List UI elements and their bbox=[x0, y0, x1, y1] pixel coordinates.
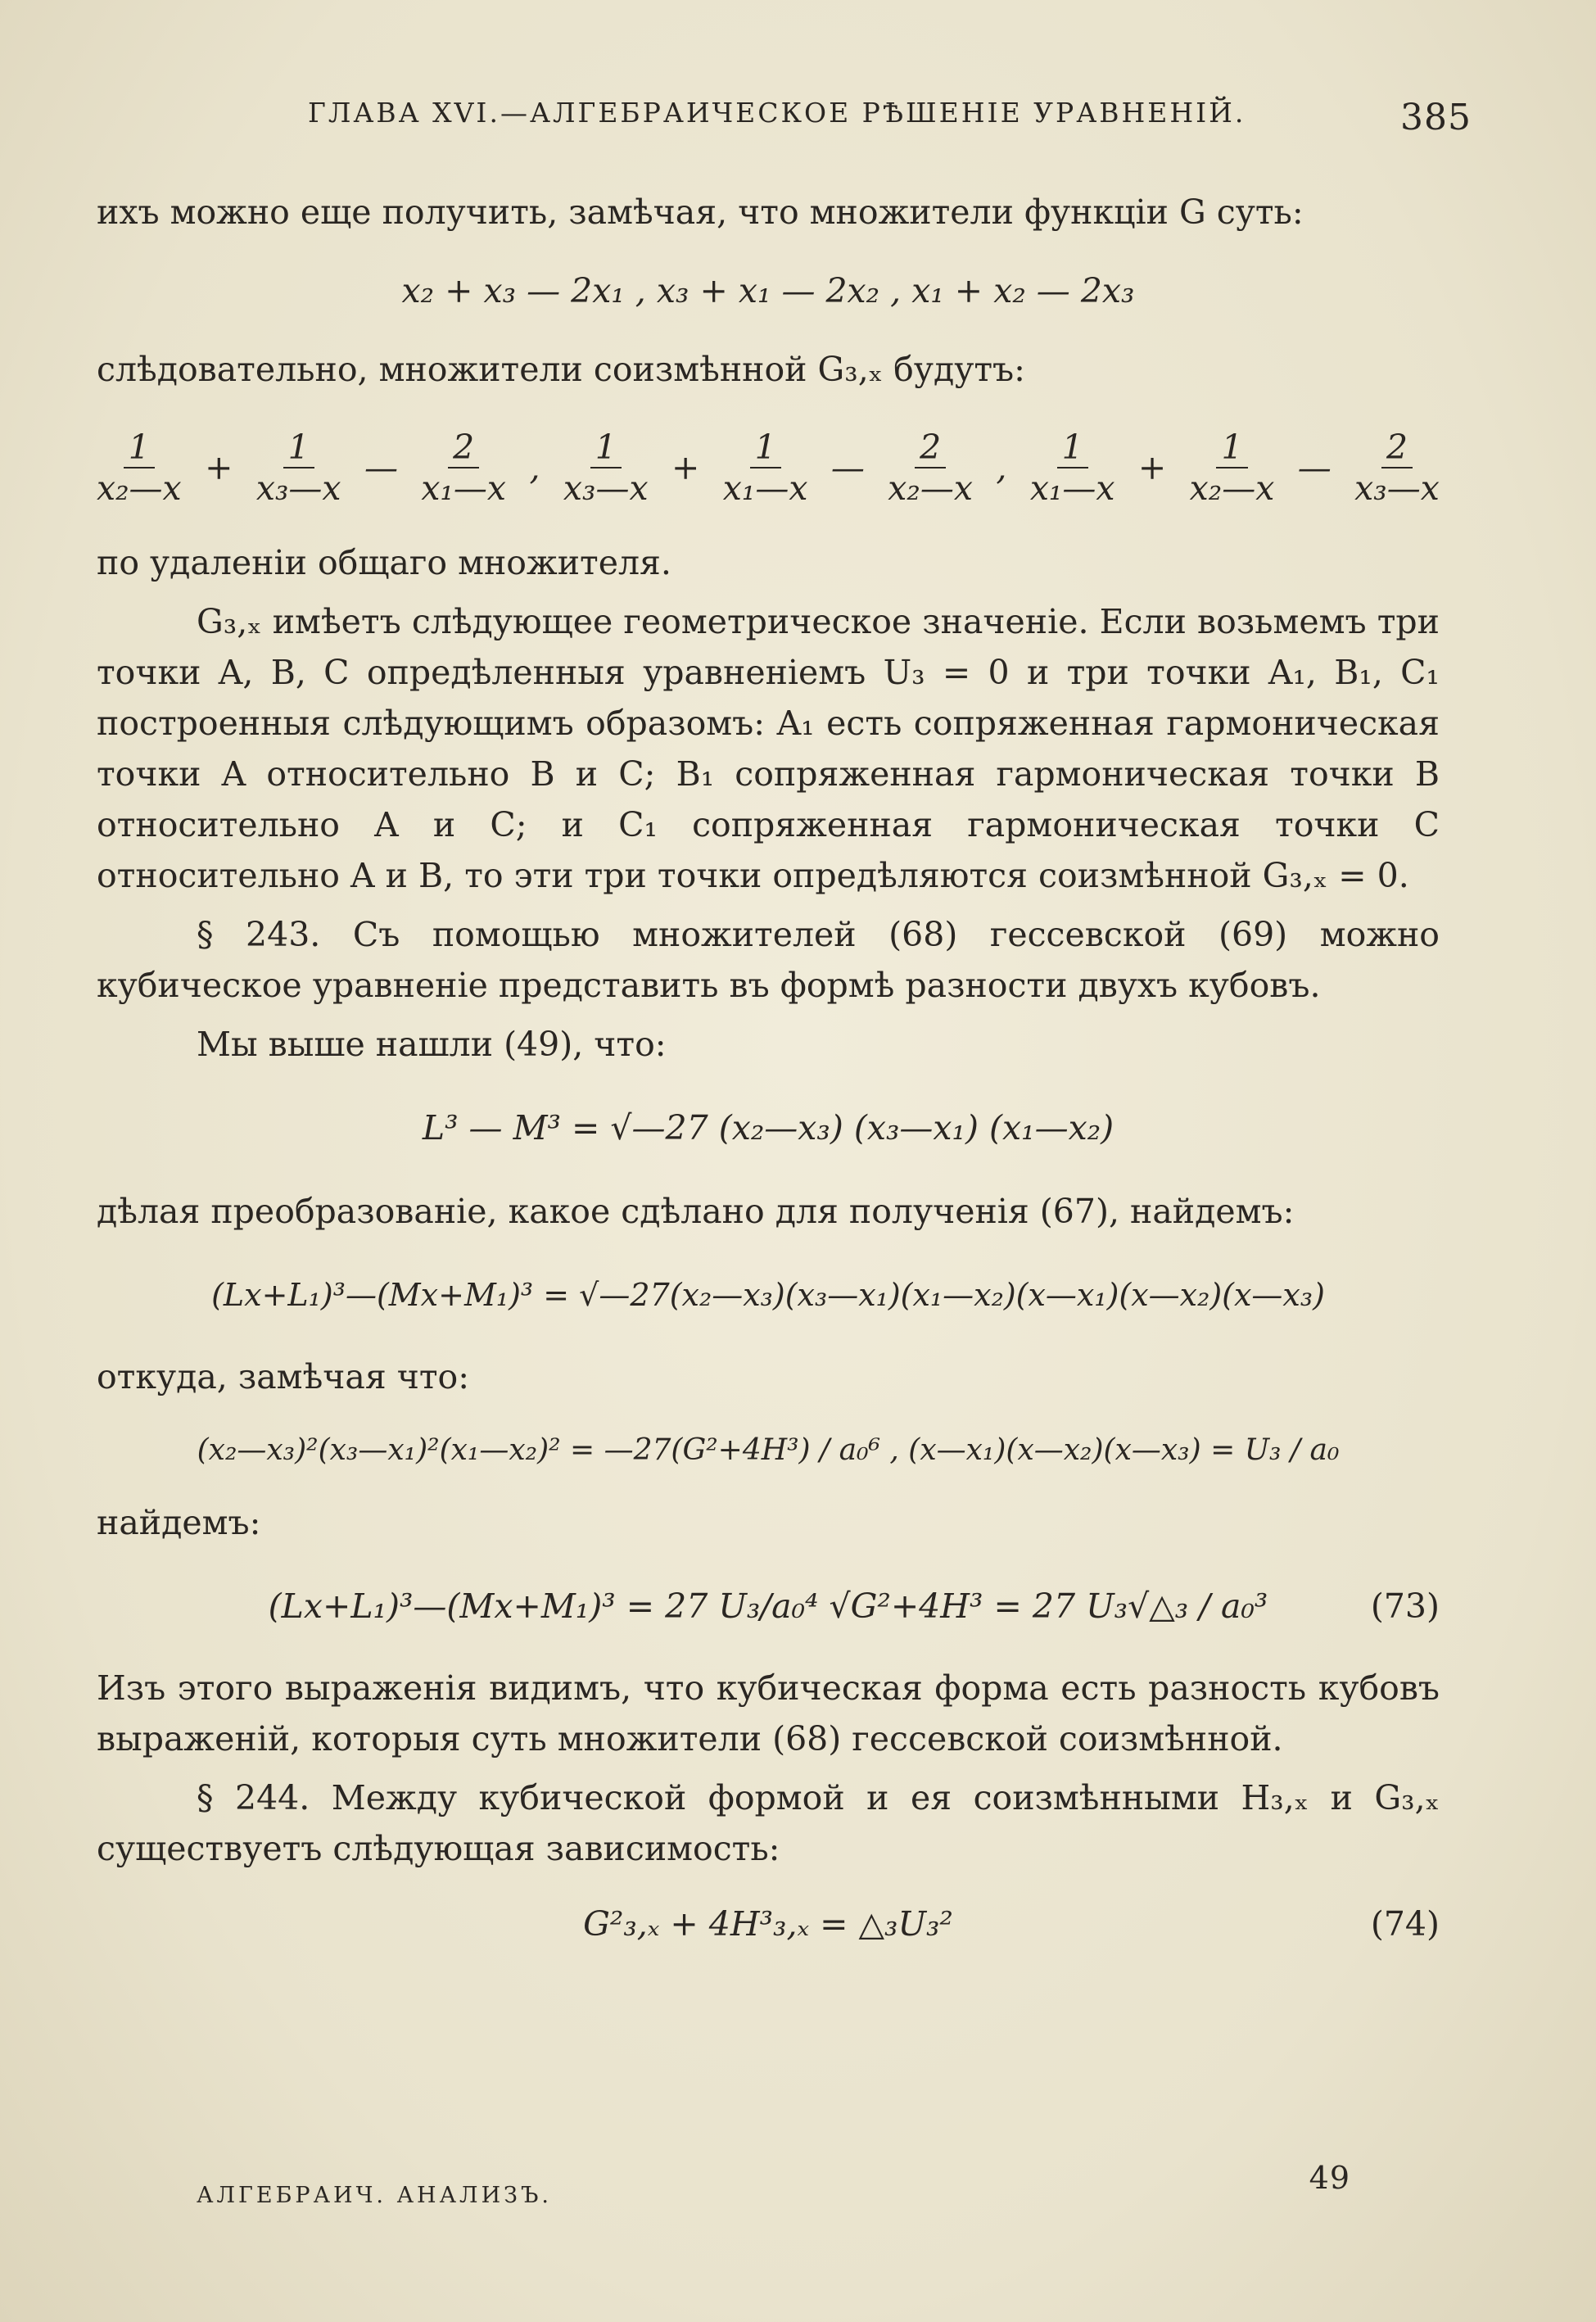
paragraph-1: ихъ можно еще получить, замѣчая, что множители функціи G суть: bbox=[97, 192, 1304, 232]
paragraph-6: Мы выше нашли (49), что: bbox=[197, 1025, 667, 1064]
equation-2: L³ — M³ = √—27 (x₂—x₃) (x₃—x₁) (x₁—x₂) bbox=[422, 1108, 1114, 1147]
fraction-3: $\frac{2}{\text{x₁—x}}$ bbox=[421, 428, 507, 508]
chapter-title: ГЛАВА XVI.—АЛГЕБРАИЧЕСКОЕ РѢШЕНІЕ УРАВНЕНІЙ. bbox=[308, 97, 1246, 129]
paragraph-9: найдемъ: bbox=[97, 1503, 261, 1542]
paragraph-2: слѣдовательно, множители соизмѣнной G₃,ₓ будутъ: bbox=[97, 350, 1025, 389]
fraction-1: $\frac{1}{\text{x₂—x}}$ bbox=[97, 428, 182, 508]
equation-5-number: (73) bbox=[1370, 1586, 1440, 1626]
fraction-5: $\frac{1}{\text{x₁—x}}$ bbox=[722, 428, 808, 508]
fraction-4: $\frac{1}{\text{x₃—x}}$ bbox=[563, 428, 649, 508]
paragraph-4: G₃,ₓ имѣетъ слѣдующее геометрическое значеніе. Если возьмемъ три точки A, B, C опредѣленныя уравненіемъ U₃ = 0 и три точки A₁, B₁, C₁ построенныя слѣдующимъ образомъ: A₁ есть сопряженная гармоническая точки A относительно B и C; B₁ сопряженная гармоническая точки B относительно A и C; и C₁ сопряженная гармоническая точки C относительно A и B, то эти три точки опредѣляются соизмѣнной G₃,ₓ = 0. bbox=[97, 602, 1440, 895]
fraction-7: $\frac{1}{\text{x₁—x}}$ bbox=[1029, 428, 1115, 508]
page-body bbox=[97, 180, 1440, 1949]
paragraph-8: откуда, замѣчая что: bbox=[97, 1357, 470, 1396]
paragraph-11: § 244. Между кубической формой и ея соизмѣнными H₃,ₓ и G₃,ₓ существуетъ слѣдующая зависимость: bbox=[97, 1778, 1440, 1868]
page-number: 385 bbox=[1400, 97, 1472, 138]
equation-6-number: (74) bbox=[1370, 1904, 1440, 1944]
equation-6: G²₃,ₓ + 4H³₃,ₓ = △₃U₃² bbox=[583, 1904, 953, 1944]
fraction-9: $\frac{2}{\text{x₃—x}}$ bbox=[1354, 428, 1440, 508]
page-footer bbox=[197, 2160, 1350, 2208]
fraction-6: $\frac{2}{\text{x₂—x}}$ bbox=[888, 428, 973, 508]
equation-1: x₂ + x₃ — 2x₁ , x₃ + x₁ — 2x₂ , x₁ + x₂ — 2x₃ bbox=[401, 271, 1135, 310]
equation-4: (x₂—x₃)²(x₃—x₁)²(x₁—x₂)² = —27(G²+4H³) / a₀⁶ , (x—x₁)(x—x₂)(x—x₃) = U₃ / a₀ bbox=[197, 1433, 1340, 1467]
paragraph-10: Изъ этого выраженія видимъ, что кубическая форма есть разность кубовъ выраженій, которыя суть множители (68) гессевской соизмѣнной. bbox=[97, 1668, 1440, 1758]
equation-5: (Lx+L₁)³—(Mx+M₁)³ = 27 U₃/a₀⁴ √G²+4H³ = 27 U₃√△₃ / a₀³ bbox=[268, 1586, 1268, 1626]
fraction-row: $\frac{1}{\text{x₂—x}}$ + $\frac{1}{\text{x₃—x}}$ — $\frac{2}{\text{x₁—x}}$ , $\frac{1}{\text{x₃—x}}$ + $\frac{1}{\text{x₁—x}}$ — $\frac{2}{\text{x₂—x}}$ , $\frac{1}{\text{x₁—x}}$ + $\frac{1}{\text{x₂—x}}$ — $\frac{2}{\text{x₃—x}}$ bbox=[97, 428, 1440, 508]
paragraph-7: дѣлая преобразованіе, какое сдѣлано для полученія (67), найдемъ: bbox=[97, 1192, 1295, 1231]
paragraph-5: § 243. Съ помощью множителей (68) гессевской (69) можно кубическое уравненіе представить въ формѣ разности двухъ кубовъ. bbox=[97, 915, 1440, 1005]
fraction-2: $\frac{1}{\text{x₃—x}}$ bbox=[255, 428, 341, 508]
equation-5-row bbox=[97, 1581, 1440, 1632]
equation-6-row bbox=[97, 1899, 1440, 1949]
equation-3: (Lx+L₁)³—(Mx+M₁)³ = √—27(x₂—x₃)(x₃—x₁)(x₁—x₂)(x—x₁)(x—x₂)(x—x₃) bbox=[211, 1277, 1325, 1313]
book-title: АЛГЕБРАИЧ. АНАЛИЗЪ. bbox=[197, 2183, 552, 2208]
paragraph-3: по удаленіи общаго множителя. bbox=[97, 543, 671, 582]
signature-mark: 49 bbox=[1309, 2160, 1350, 2196]
fraction-8: $\frac{1}{\text{x₂—x}}$ bbox=[1189, 428, 1275, 508]
